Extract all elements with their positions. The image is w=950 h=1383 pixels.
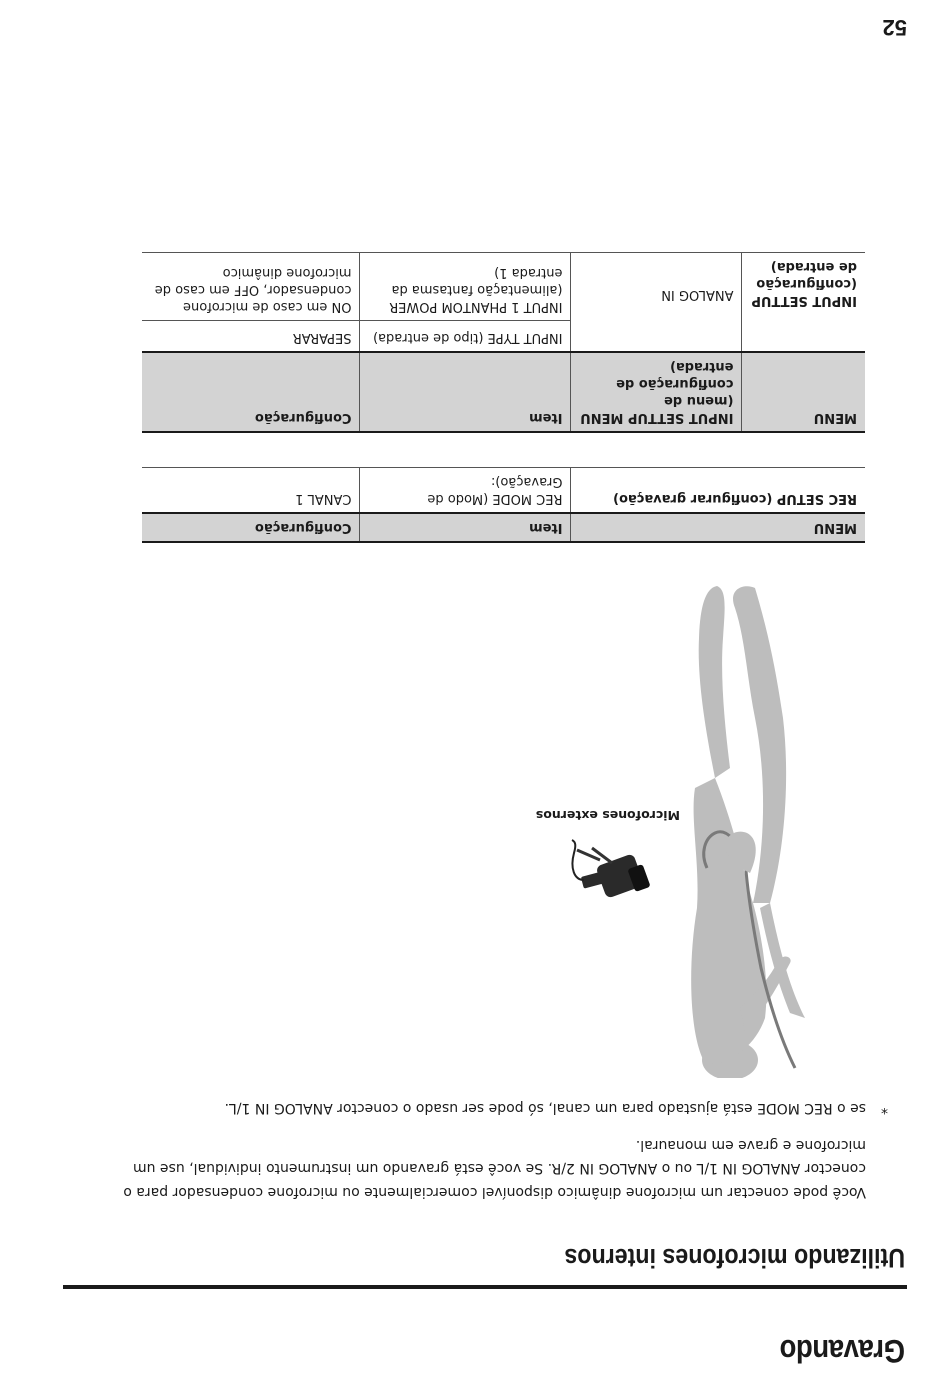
configuration-cell: SEPARAR — [142, 321, 360, 352]
table-row — [142, 321, 865, 352]
header-submenu: INPUT SETTUP MENU (menu de configuração de entrada) — [571, 352, 742, 432]
rec-setup-table — [142, 467, 865, 543]
header-configuration: Configuração — [142, 352, 360, 432]
item-cell: INPUT 1 PHANTOM POWER (alimentação fantasma da entrada 1) — [360, 253, 571, 321]
submenu-cell: ANALOG IN — [571, 253, 742, 353]
header-menu: MENU — [742, 352, 865, 432]
configuration-cell: CANAL 1 — [142, 468, 360, 514]
item-cell: REC MODE (Modo de Gravação): — [360, 468, 571, 514]
footnote-text: se o REC MODE está ajustado para um canal, só pode ser usado o conector ANALOG IN 1/L. — [224, 1100, 866, 1116]
menu-cell: REC SETUP (configurar gravação) — [571, 468, 865, 514]
page-number: 52 — [882, 15, 907, 40]
item-cell: INPUT TYPE (tipo de entrada) — [360, 321, 571, 352]
intro-paragraph: Você pode conectar um microfone dinâmico disponível comercialmente ou microfone condensador para o conector ANALOG IN 1/L ou o ANALOG IN 2/R. Se você está gravando um instrumento individual, use um microfone e grave em monaural. — [123, 1137, 866, 1200]
header-menu: MENU — [571, 513, 865, 542]
header-configuration: Configuração — [142, 513, 360, 542]
external-microphone-icon — [562, 838, 662, 908]
input-setup-table — [142, 252, 865, 433]
header-item: Item — [360, 513, 571, 542]
table-header-row — [142, 513, 865, 542]
menu-cell: INPUT SETTUP (configuração de entrada) — [742, 253, 865, 353]
chapter-title: Gravando — [779, 1333, 905, 1369]
footnote-marker: * — [881, 1100, 888, 1116]
chapter-divider — [63, 1285, 907, 1289]
section-title: Utilizando microfones internos — [564, 1243, 905, 1273]
table-row — [142, 468, 865, 514]
table-header-row — [142, 352, 865, 432]
figure-caption: Microfones externos — [535, 808, 680, 823]
saxophone-player-illustration — [680, 583, 865, 1078]
header-item: Item — [360, 352, 571, 432]
configuration-cell: ON em caso de microfone condensador, OFF em caso de microfone dinâmico — [142, 253, 360, 321]
footnote — [66, 1098, 888, 1118]
